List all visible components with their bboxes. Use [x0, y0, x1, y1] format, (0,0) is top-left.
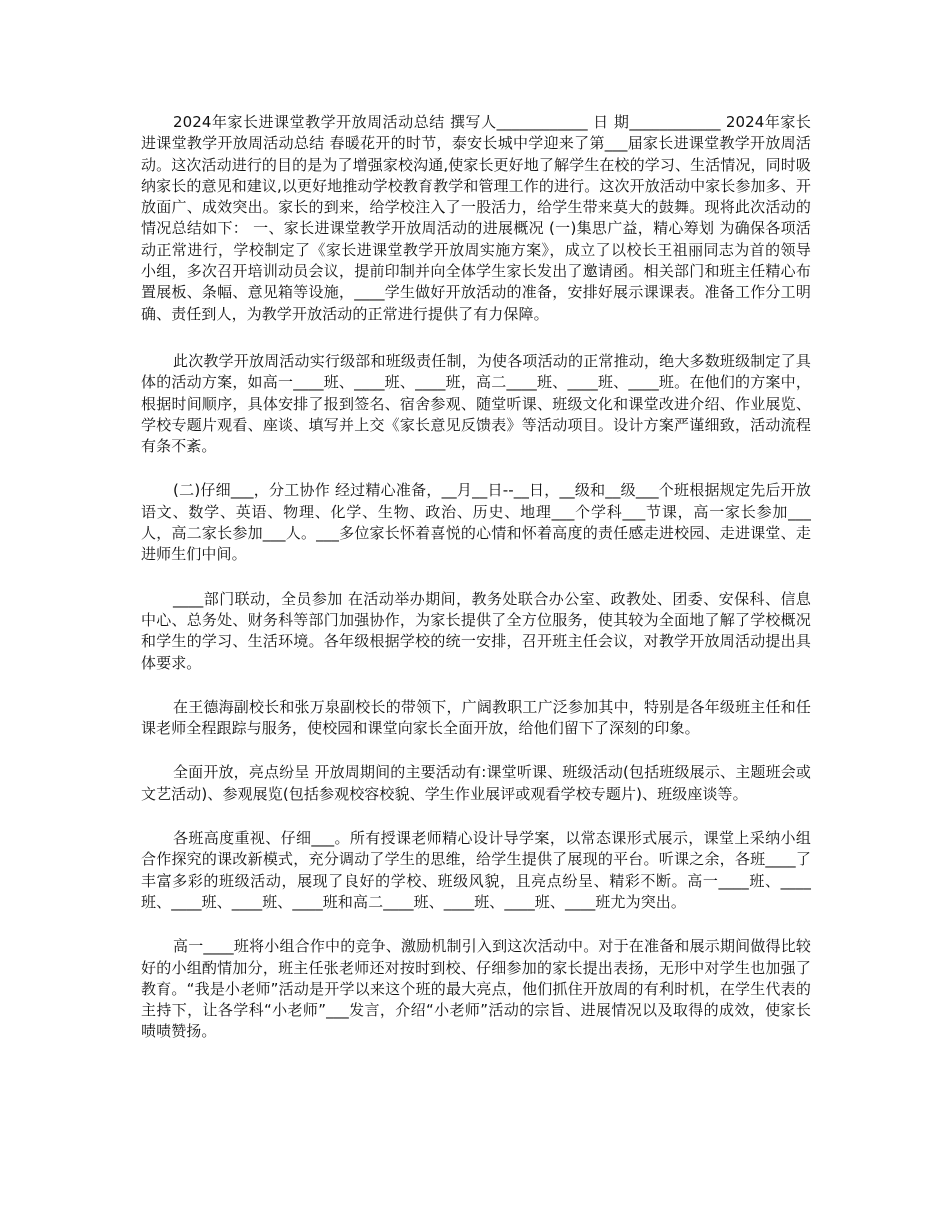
- paragraph-4: ____部门联动，全员参加 在活动举办期间，教务处联合办公室、政教处、团委、安保科、信息中心、总务处、财务科等部门加强协作，为家长提供了全方位服务，使其较为全面地了解了学校概况和学生的学习、生活环境。各年级根据学校的统一安排，召开班主任会议，对教学开放周活动提出具体要求。: [141, 589, 811, 672]
- paragraph-3: (二)仔细___，分工协作 经过精心准备，__月__日--__日，__级和__级___个班根据规定先后开放语文、数学、英语、物理、化学、生物、政治、历史、地理___个学科___节课，高一家长参加___人，高二家长参加___人。___多位家长怀着喜悦的心情和怀着高度的责任感走进校园、走进课堂、走进师生们中间。: [141, 481, 811, 564]
- paragraph-7: 各班高度重视、仔细___。所有授课老师精心设计导学案，以常态课形式展示，课堂上采纳小组合作探究的课改新模式，充分调动了学生的思维，给学生提供了展现的平台。听课之余，各班____了丰富多彩的班级活动，展现了良好的学校、班级风貌，且亮点纷呈、精彩不断。高一____班、____班、____班、____班、____班和高二____班、____班、____班、____班尤为突出。: [141, 829, 811, 911]
- paragraph-2: 此次教学开放周活动实行级部和班级责任制，为使各项活动的正常推动，绝大多数班级制定了具体的活动方案，如高一____班、____班、____班，高二____班、____班、____班。在他们的方案中，根据时间顺序，具体安排了报到签名、宿舍参观、随堂听课、班级文化和课堂改进介绍、作业展览、学校专题片观看、座谈、填写并上交《家长意见反馈表》等活动项目。设计方案严谨细致，活动流程有条不紊。: [141, 351, 811, 456]
- paragraph-8: 高一____班将小组合作中的竞争、激励机制引入到这次活动中。对于在准备和展示期间做得比较好的小组酌情加分，班主任张老师还对按时到校、仔细参加的家长提出表扬，无形中对学生也加强了教育。“我是小老师”活动是开学以来这个班的最大亮点，他们抓住开放周的有利时机，在学生代表的主持下，让各学科“小老师”___发言，介绍“小老师”活动的宗旨、进展情况以及取得的成效，使家长啧啧赞扬。: [141, 937, 811, 1041]
- paragraph-1: 2024年家长进课堂教学开放周活动总结 撰写人____________ 日 期____________ 2024年家长进课堂教学开放周活动总结 春暖花开的时节，泰安长城中学迎来了第___届家长进课堂教学开放周活动。这次活动进行的目的是为了增强家校沟通,使家长更好地了解学生在校的学习、生活情况，同时吸纳家长的意见和建议,以更好地推动学校教育教学和管理工作的进行。这次开放活动中家长参加多、开放面广、成效突出。家长的到来，给学校注入了一股活力，给学生带来莫大的鼓舞。现将此次活动的情况总结如下： 一、家长进课堂教学开放周活动的进展概况 (一)集思广益，精心筹划 为确保各项活动正常进行，学校制定了《家长进课堂教学开放周实施方案》，成立了以校长王祖丽同志为首的领导小组，多次召开培训动员会议，提前印制并向全体学生家长发出了邀请函。相关部门和班主任精心布置展板、条幅、意见箱等设施，____学生做好开放活动的准备，安排好展示课课表。准备工作分工明确、责任到人，为教学开放活动的正常进行提供了有力保障。: [141, 113, 811, 323]
- paragraph-6: 全面开放，亮点纷呈 开放周期间的主要活动有:课堂听课、班级活动(包括班级展示、主题班会或文艺活动)、参观展览(包括参观校容校貌、学生作业展评或观看学校专题片)、班级座谈等。: [141, 763, 811, 803]
- document-page: [141, 112, 811, 1066]
- paragraph-5: 在王德海副校长和张万泉副校长的带领下，广阔教职工广泛参加其中，特别是各年级班主任和任课老师全程跟踪与服务，使校园和课堂向家长全面开放，给他们留下了深刻的印象。: [141, 697, 811, 738]
